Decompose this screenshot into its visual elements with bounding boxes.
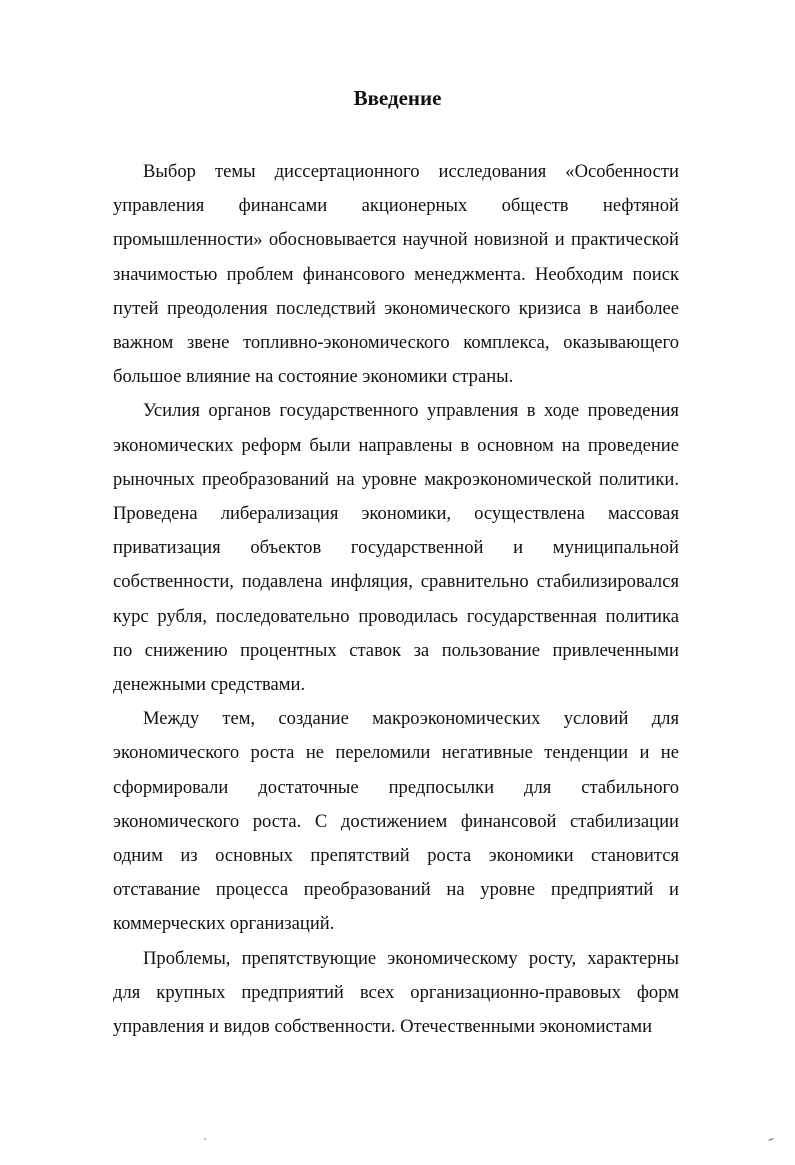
paragraph-1: Выбор темы диссертационного исследования «Особенности управления финансами акционерных обществ нефтяной промышленности» обосновывается научной новизной и практической значимостью проблем финансового менеджмента. Необходим поиск путей преодоления последствий экономического кризиса в наиболее важном звене топливно-экономического комплекса, оказывающего большое влияние на состояние экономики страны.: [113, 161, 679, 388]
scan-speck: [767, 1135, 773, 1140]
paragraph-2: Усилия органов государственного управления в ходе проведения экономических реформ были направлены в основном на проведение рыночных преобразований на уровне макроэкономической политики. Проведена либерализация экономики, осуществлена массовая приватизация объектов государственной и муниципальной собственности, подавлена инфляция, сравнительно стабилизировался курс рубля, последовательно проводилась государственная политика по снижению процентных ставок за пользование привлеченными денежными средствами.: [113, 400, 679, 696]
scan-speck: [204, 1138, 206, 1140]
body-text: [113, 155, 679, 1044]
paragraph-3: Между тем, создание макроэкономических условий для экономического роста не переломили негативные тенденции и не сформировали достаточные предпосылки для стабильного экономического роста. С достижением финансовой стабилизации одним из основных препятствий роста экономики становится отставание процесса преобразований на уровне предприятий и коммерческих организаций.: [113, 708, 679, 935]
page-title: Введение: [353, 86, 442, 110]
paragraph-4: Проблемы, препятствующие экономическому росту, характерны для крупных предприятий всех организационно-правовых форм управления и видов собственности. Отечественными экономистами: [113, 947, 679, 1038]
